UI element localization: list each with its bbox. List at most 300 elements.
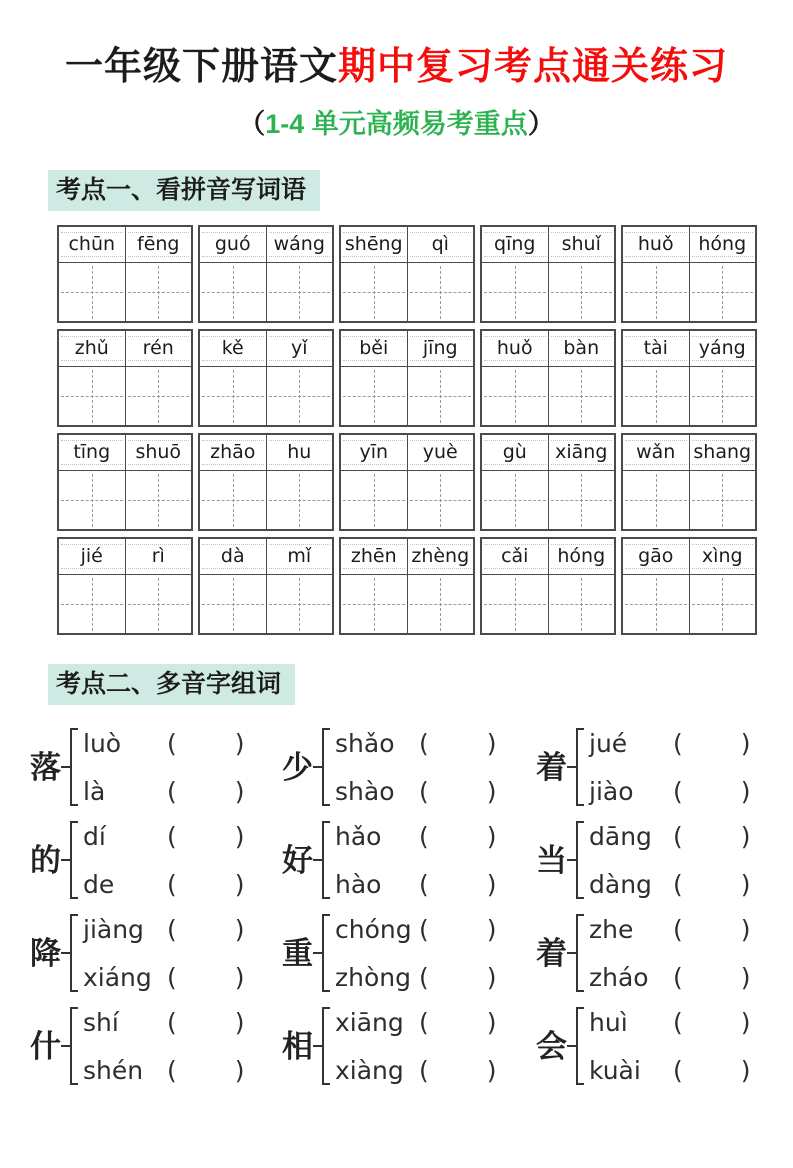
pinyin-row [623, 331, 755, 367]
polyphone-character: 当 [536, 842, 567, 878]
reading-pinyin: jué [589, 728, 628, 758]
pinyin-syllable: cǎi [482, 539, 549, 574]
pinyin-syllable: mǐ [267, 539, 333, 574]
pinyin-word-group [57, 225, 193, 323]
reading-pinyin: xiāng [335, 1007, 404, 1037]
reading-pinyin: shén [83, 1055, 144, 1085]
writing-row [341, 263, 473, 322]
pinyin-row [341, 331, 473, 367]
readings-block [335, 723, 536, 811]
reading-pinyin: dāng [589, 821, 652, 851]
writing-box [200, 263, 267, 322]
reading-pinyin: chóng [335, 914, 412, 944]
paren-open: ( [419, 869, 429, 899]
page-title [0, 46, 793, 90]
pinyin-word-group [57, 329, 193, 427]
reading-line [335, 864, 536, 904]
pinyin-row [341, 539, 473, 575]
writing-box [690, 471, 756, 530]
bracket-icon [70, 914, 78, 992]
subtitle-open-paren: （ [238, 108, 266, 139]
paren-close: ) [740, 728, 751, 758]
pinyin-syllable: qīng [482, 227, 549, 262]
reading-pinyin: de [83, 869, 115, 899]
paren-open: ( [419, 821, 429, 851]
pinyin-row [623, 435, 755, 471]
page-title-red-part: 期中复习考点通关练习 [338, 46, 729, 88]
reading-pinyin: shí [83, 1007, 119, 1037]
paren-open: ( [419, 1007, 429, 1037]
pinyin-row [200, 539, 332, 575]
writing-row [623, 575, 755, 634]
paren-close: ) [234, 1055, 245, 1085]
polyphone-item [30, 814, 282, 907]
paren-close: ) [234, 914, 245, 944]
bracket-connector-icon [313, 1045, 322, 1047]
bracket-icon [576, 1007, 584, 1085]
pinyin-syllable: yáng [690, 331, 756, 366]
paren-open: ( [167, 962, 177, 992]
pinyin-row [59, 435, 191, 471]
reading-pinyin: luò [83, 728, 122, 758]
pinyin-word-group [480, 537, 616, 635]
reading-line [335, 771, 536, 811]
polyphone-item [536, 721, 776, 814]
reading-line [589, 771, 776, 811]
pinyin-row [482, 435, 614, 471]
writing-box [549, 367, 615, 426]
reading-line [335, 909, 536, 949]
pinyin-syllable: gù [482, 435, 549, 470]
pinyin-syllable: hu [267, 435, 333, 470]
pinyin-syllable: tài [623, 331, 690, 366]
writing-row [482, 575, 614, 634]
writing-box [126, 471, 192, 530]
pinyin-word-group [621, 433, 757, 531]
reading-line [589, 816, 776, 856]
polyphone-character: 好 [282, 842, 313, 878]
paren-close: ) [486, 914, 497, 944]
writing-box [690, 575, 756, 634]
bracket-icon [70, 821, 78, 899]
writing-box [267, 471, 333, 530]
reading-pinyin: shào [335, 776, 395, 806]
writing-box [341, 367, 408, 426]
writing-box [126, 367, 192, 426]
pinyin-row [623, 227, 755, 263]
writing-box [549, 575, 615, 634]
polyphone-item [282, 1000, 536, 1093]
paren-open: ( [167, 869, 177, 899]
reading-pinyin: xiáng [83, 962, 152, 992]
writing-row [59, 575, 191, 634]
paren-open: ( [673, 776, 683, 806]
writing-box [482, 367, 549, 426]
pinyin-word-group [198, 329, 334, 427]
pinyin-syllable: chūn [59, 227, 126, 262]
writing-box [408, 471, 474, 530]
reading-pinyin: shǎo [335, 728, 395, 758]
pinyin-grid [57, 225, 758, 635]
pinyin-row [200, 435, 332, 471]
pinyin-syllable: běi [341, 331, 408, 366]
paren-close: ) [740, 821, 751, 851]
pinyin-word-group [57, 537, 193, 635]
pinyin-syllable: gāo [623, 539, 690, 574]
writing-box [341, 575, 408, 634]
readings-block [83, 1002, 282, 1090]
paren-close: ) [486, 776, 497, 806]
pinyin-word-group [621, 329, 757, 427]
pinyin-syllable: zhǔ [59, 331, 126, 366]
polyphone-item [536, 814, 776, 907]
writing-box [408, 263, 474, 322]
pinyin-word-group [480, 225, 616, 323]
paren-open: ( [673, 914, 683, 944]
writing-row [341, 575, 473, 634]
writing-box [549, 471, 615, 530]
pinyin-word-group [57, 433, 193, 531]
pinyin-syllable: kě [200, 331, 267, 366]
reading-line [335, 957, 536, 997]
paren-close: ) [486, 1007, 497, 1037]
reading-pinyin: dàng [589, 869, 652, 899]
writing-box [408, 575, 474, 634]
polyphone-character: 着 [536, 935, 567, 971]
reading-line [83, 864, 282, 904]
writing-box [623, 263, 690, 322]
readings-block [335, 909, 536, 997]
polyphone-character: 的 [30, 842, 61, 878]
writing-box [623, 367, 690, 426]
pinyin-row [59, 331, 191, 367]
writing-row [341, 367, 473, 426]
pinyin-word-group [198, 537, 334, 635]
bracket-icon [322, 728, 330, 806]
pinyin-word-group [480, 329, 616, 427]
paren-open: ( [167, 1055, 177, 1085]
paren-open: ( [419, 728, 429, 758]
paren-close: ) [486, 821, 497, 851]
pinyin-syllable: rén [126, 331, 192, 366]
paren-open: ( [673, 821, 683, 851]
writing-box [267, 367, 333, 426]
bracket-icon [576, 728, 584, 806]
writing-row [59, 263, 191, 322]
reading-pinyin: jiào [589, 776, 634, 806]
subtitle-close-paren: ） [527, 108, 555, 139]
paren-open: ( [419, 962, 429, 992]
bracket-icon [70, 728, 78, 806]
paren-open: ( [673, 1055, 683, 1085]
writing-box [200, 471, 267, 530]
writing-row [200, 575, 332, 634]
writing-box [267, 263, 333, 322]
bracket-connector-icon [567, 766, 576, 768]
writing-row [200, 263, 332, 322]
pinyin-syllable: wǎn [623, 435, 690, 470]
paren-open: ( [673, 728, 683, 758]
reading-line [83, 723, 282, 763]
polyphone-character: 落 [30, 749, 61, 785]
paren-open: ( [167, 728, 177, 758]
writing-box [126, 575, 192, 634]
bracket-connector-icon [61, 766, 70, 768]
pinyin-syllable: hóng [690, 227, 756, 262]
bracket-icon [576, 914, 584, 992]
polyphone-character: 降 [30, 935, 61, 971]
paren-close: ) [740, 1007, 751, 1037]
reading-line [83, 1050, 282, 1090]
paren-open: ( [419, 1055, 429, 1085]
reading-line [83, 909, 282, 949]
reading-line [335, 816, 536, 856]
paren-open: ( [167, 776, 177, 806]
bracket-connector-icon [313, 952, 322, 954]
reading-pinyin: xiàng [335, 1055, 404, 1085]
pinyin-word-group [621, 225, 757, 323]
pinyin-row [200, 331, 332, 367]
writing-row [623, 367, 755, 426]
paren-close: ) [234, 1007, 245, 1037]
reading-pinyin: zháo [589, 962, 649, 992]
writing-row [59, 367, 191, 426]
reading-line [83, 1002, 282, 1042]
pinyin-row [482, 539, 614, 575]
writing-box [59, 367, 126, 426]
pinyin-syllable: xìng [690, 539, 756, 574]
pinyin-syllable: shēng [341, 227, 408, 262]
paren-open: ( [673, 962, 683, 992]
paren-close: ) [740, 869, 751, 899]
readings-block [589, 723, 776, 811]
pinyin-syllable: wáng [267, 227, 333, 262]
reading-pinyin: hǎo [335, 821, 382, 851]
polyphone-item [536, 1000, 776, 1093]
pinyin-word-group [339, 433, 475, 531]
polyphone-item [30, 907, 282, 1000]
pinyin-syllable: hóng [549, 539, 615, 574]
pinyin-syllable: jīng [408, 331, 474, 366]
writing-row [623, 263, 755, 322]
section-heading-2: 考点二、多音字组词 [48, 664, 295, 705]
pinyin-syllable: yīn [341, 435, 408, 470]
paren-open: ( [167, 914, 177, 944]
polyphone-character: 会 [536, 1028, 567, 1064]
bracket-icon [70, 1007, 78, 1085]
pinyin-word-group [198, 225, 334, 323]
writing-row [482, 263, 614, 322]
polyphone-character: 重 [282, 935, 313, 971]
pinyin-syllable: guó [200, 227, 267, 262]
paren-close: ) [740, 962, 751, 992]
readings-block [589, 1002, 776, 1090]
paren-close: ) [740, 914, 751, 944]
writing-box [623, 471, 690, 530]
polyphone-item [536, 907, 776, 1000]
reading-line [335, 1002, 536, 1042]
pinyin-syllable: shuō [126, 435, 192, 470]
writing-box [623, 575, 690, 634]
pinyin-row [482, 227, 614, 263]
writing-row [59, 471, 191, 530]
bracket-icon [322, 914, 330, 992]
pinyin-syllable: qì [408, 227, 474, 262]
pinyin-word-group [339, 537, 475, 635]
polyphone-character: 什 [30, 1028, 61, 1064]
writing-box [267, 575, 333, 634]
paren-open: ( [167, 1007, 177, 1037]
bracket-icon [322, 821, 330, 899]
paren-close: ) [234, 728, 245, 758]
reading-pinyin: là [83, 776, 106, 806]
bracket-icon [576, 821, 584, 899]
writing-row [200, 471, 332, 530]
paren-open: ( [673, 869, 683, 899]
writing-box [200, 575, 267, 634]
bracket-connector-icon [313, 859, 322, 861]
pinyin-syllable: bàn [549, 331, 615, 366]
bracket-icon [322, 1007, 330, 1085]
paren-close: ) [486, 869, 497, 899]
pinyin-syllable: tīng [59, 435, 126, 470]
writing-box [690, 367, 756, 426]
pinyin-syllable: xiāng [549, 435, 615, 470]
paren-close: ) [486, 1055, 497, 1085]
pinyin-row [623, 539, 755, 575]
pinyin-syllable: fēng [126, 227, 192, 262]
paren-close: ) [486, 728, 497, 758]
pinyin-syllable: yuè [408, 435, 474, 470]
writing-box [126, 263, 192, 322]
paren-close: ) [234, 821, 245, 851]
readings-block [83, 723, 282, 811]
reading-line [589, 957, 776, 997]
reading-pinyin: hào [335, 869, 382, 899]
writing-box [341, 263, 408, 322]
readings-block [83, 816, 282, 904]
paren-open: ( [167, 821, 177, 851]
paren-open: ( [673, 1007, 683, 1037]
pinyin-syllable: yǐ [267, 331, 333, 366]
paren-close: ) [740, 1055, 751, 1085]
bracket-connector-icon [567, 952, 576, 954]
reading-pinyin: kuài [589, 1055, 641, 1085]
pinyin-syllable: huǒ [623, 227, 690, 262]
writing-box [341, 471, 408, 530]
bracket-connector-icon [61, 859, 70, 861]
section-heading-1: 考点一、看拼音写词语 [48, 170, 320, 211]
writing-box [408, 367, 474, 426]
reading-line [83, 816, 282, 856]
page-subtitle [0, 102, 793, 141]
bracket-connector-icon [567, 1045, 576, 1047]
polyphone-character: 少 [282, 749, 313, 785]
pinyin-syllable: shuǐ [549, 227, 615, 262]
pinyin-row [341, 435, 473, 471]
pinyin-word-group [480, 433, 616, 531]
writing-row [482, 471, 614, 530]
paren-close: ) [234, 776, 245, 806]
pinyin-row [59, 227, 191, 263]
bracket-connector-icon [61, 1045, 70, 1047]
paren-open: ( [419, 914, 429, 944]
page-title-black-part: 一年级下册语文 [64, 46, 338, 88]
paren-close: ) [234, 869, 245, 899]
paren-close: ) [740, 776, 751, 806]
pinyin-word-group [198, 433, 334, 531]
readings-block [589, 816, 776, 904]
writing-box [482, 575, 549, 634]
reading-line [83, 771, 282, 811]
paren-close: ) [486, 962, 497, 992]
pinyin-word-group [339, 329, 475, 427]
reading-line [335, 1050, 536, 1090]
pinyin-row [341, 227, 473, 263]
writing-row [482, 367, 614, 426]
writing-row [200, 367, 332, 426]
reading-pinyin: zhòng [335, 962, 411, 992]
pinyin-row [482, 331, 614, 367]
writing-box [59, 575, 126, 634]
readings-block [335, 816, 536, 904]
bracket-connector-icon [313, 766, 322, 768]
reading-line [589, 864, 776, 904]
writing-box [482, 471, 549, 530]
pinyin-syllable: shang [690, 435, 756, 470]
writing-box [59, 471, 126, 530]
pinyin-row [59, 539, 191, 575]
reading-line [589, 1002, 776, 1042]
writing-box [690, 263, 756, 322]
pinyin-syllable: zhèng [408, 539, 474, 574]
polyphone-item [282, 721, 536, 814]
pinyin-word-group [621, 537, 757, 635]
bracket-connector-icon [61, 952, 70, 954]
readings-block [589, 909, 776, 997]
readings-block [335, 1002, 536, 1090]
reading-pinyin: jiàng [83, 914, 144, 944]
writing-box [59, 263, 126, 322]
readings-block [83, 909, 282, 997]
reading-pinyin: zhe [589, 914, 634, 944]
pinyin-syllable: dà [200, 539, 267, 574]
polyphone-item [282, 907, 536, 1000]
paren-close: ) [234, 962, 245, 992]
writing-box [549, 263, 615, 322]
pinyin-syllable: rì [126, 539, 192, 574]
reading-line [589, 1050, 776, 1090]
writing-row [623, 471, 755, 530]
pinyin-syllable: zhāo [200, 435, 267, 470]
reading-line [335, 723, 536, 763]
bracket-connector-icon [567, 859, 576, 861]
reading-line [589, 723, 776, 763]
reading-pinyin: huì [589, 1007, 628, 1037]
reading-line [83, 957, 282, 997]
pinyin-syllable: huǒ [482, 331, 549, 366]
writing-box [200, 367, 267, 426]
pinyin-syllable: jié [59, 539, 126, 574]
polyphone-item [30, 721, 282, 814]
writing-box [482, 263, 549, 322]
paren-open: ( [419, 776, 429, 806]
pinyin-word-group [339, 225, 475, 323]
polyphone-character: 相 [282, 1028, 313, 1064]
reading-pinyin: dí [83, 821, 106, 851]
subtitle-green-text: 1-4 单元高频易考重点 [265, 108, 528, 139]
pinyin-row [200, 227, 332, 263]
